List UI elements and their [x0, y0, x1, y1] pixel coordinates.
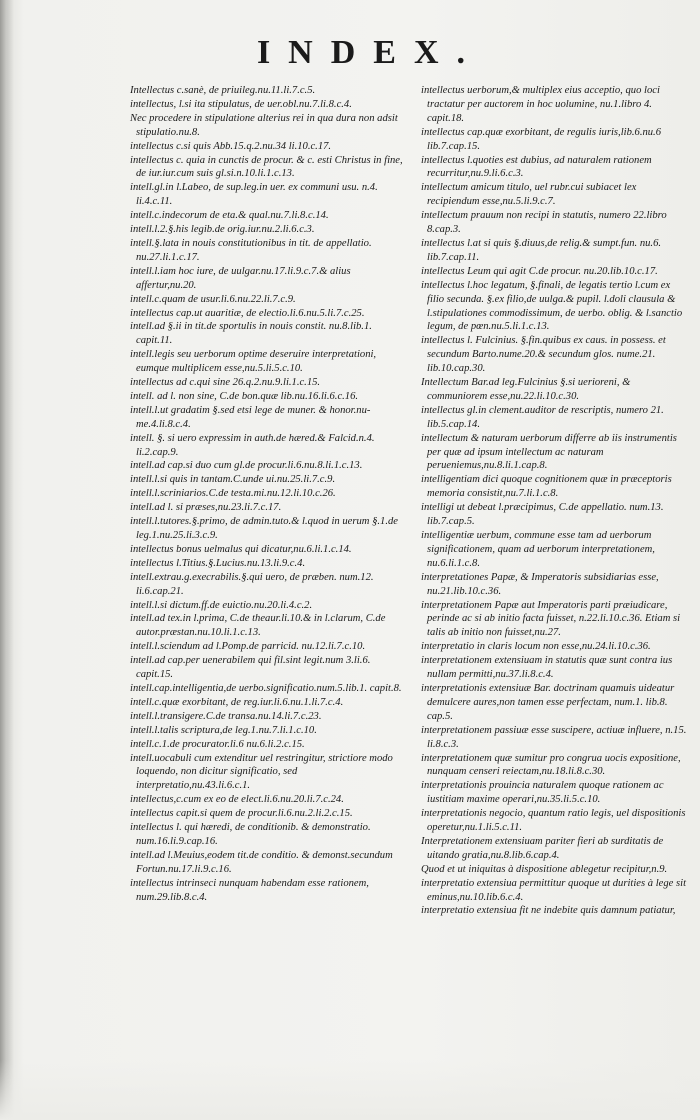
- index-entry: intell.c.1.de procurator.li.6 nu.6.li.2.c.15.: [130, 738, 305, 750]
- page-title: INDEX.: [256, 34, 484, 71]
- index-entry: interpretationem Papæ aut Imperatoris parti præiudicare, perinde ac si ab initio facta fuisset, n.22.li.10.c.36. Etiam si talis ab initio non fuisset,nu.27.: [421, 599, 681, 639]
- index-entry: Nec procedere in stipulatione alterius rei in qua dura non adsit stipulatio.nu.8.: [130, 112, 398, 138]
- index-entry: intellectus uerborum,& multiplex eius acceptio, quo loci tractatur per auctorem in hoc uolumine, nu.1.libro 4. capit.18.: [421, 85, 660, 124]
- index-entry: interpretatio extensiua permittitur quoque ut durities à lege sit eminus,nu.10.lib.6.c.4.: [421, 877, 687, 903]
- index-entry: intell.l.transigere.C.de transa.nu.14.li.7.c.23.: [130, 710, 322, 722]
- index-entry: intellectus l.at si quis §.diuus,de relig.& sumpt.fun. nu.6. lib.7.cap.11.: [421, 237, 662, 263]
- index-entry: intelligentiam dici quoque cognitionem quæ in præceptoris memoria consistit,nu.7.li.1.c.8.: [421, 474, 672, 500]
- index-entry: intellectus,c.cum ex eo de elect.li.6.nu.20.li.7.c.24.: [130, 794, 344, 806]
- binding-gutter-shadow: [0, 0, 14, 1120]
- index-entry: intell.ad cap.si duo cum gl.de procur.li.6.nu.8.li.1.c.13.: [130, 460, 363, 472]
- index-entry: interpretationem extensiuam in statutis quæ sunt contra ius nullam permitti,nu.37.li.8.c.4.: [421, 655, 673, 681]
- index-entry: intell.l.iam hoc iure, de uulgar.nu.17.li.9.c.7.& alius affertur,nu.20.: [130, 265, 351, 291]
- index-entry: intell.c.quæ exorbitant, de reg.iur.li.6.nu.1.li.7.c.4.: [130, 696, 344, 708]
- right-index-column: [421, 84, 689, 918]
- index-entry: intellectus l. Fulcinius. §.fin.quibus ex caus. in possess. et secundum Barto.nume.20.& secundum glos. nume.21. lib.10.cap.30.: [421, 335, 666, 375]
- index-entry: intellectus bonus uelmalus qui dicatur,nu.6.li.1.c.14.: [130, 543, 352, 555]
- index-entry: Quod et ut iniquitas à dispositione ablegetur recipitur,n.9.: [421, 863, 668, 875]
- index-entry: intell.gl.in l.Labeo, de sup.leg.in uer. ex communi usu. n.4. li.4.c.11.: [130, 182, 378, 208]
- index-entry: intellectus c. quia in cunctis de procur. & c. esti Christus in fine, de iur.iur.cum suis gl.si.n.10.li.1.c.13.: [130, 154, 403, 180]
- index-entry: intellectum prauum non recipi in statutis, numero 22.libro 8.cap.3.: [421, 210, 667, 236]
- index-entry: interpretationem passiuæ esse suscipere, actiuæ influere, n.15. li.8.c.3.: [421, 724, 687, 750]
- index-entry: intellectus capit.si quem de procur.li.6.nu.2.li.2.c.15.: [130, 808, 353, 820]
- index-entry: intell.l.si dictum.ff.de euictio.nu.20.li.4.c.2.: [130, 599, 313, 611]
- index-entry: intellectus c.si quis Abb.15.q.2.nu.34 li.10.c.17.: [130, 140, 332, 152]
- index-entry: intellectus cap.ut auaritiæ, de electio.li.6.nu.5.li.7.c.25.: [130, 307, 365, 319]
- index-entry: intell. ad l. non sine, C.de bon.quæ lib.nu.16.li.6.c.16.: [130, 390, 359, 402]
- index-entry: interpretatio in claris locum non esse,nu.24.li.10.c.36.: [421, 641, 651, 653]
- page-bottom-margin: [0, 1060, 700, 1120]
- index-entry: intell.l.si quis in tantam.C.unde ui.nu.25.li.7.c.9.: [130, 474, 336, 486]
- index-entry: intell.cap.intelligentia,de uerbo.significatio.num.5.lib.1. capit.8.: [130, 682, 402, 694]
- index-entry: interpretationis extensiuæ Bar. doctrinam quamuis uideatur demulcere aures,non tamen esse perfectam, num.1. lib.8. cap.5.: [421, 682, 675, 722]
- index-entry: intell.l.scriniarios.C.de testa.mi.nu.12.li.10.c.26.: [130, 488, 336, 500]
- index-entry: intell.l.2.§.his legib.de orig.iur.nu.2.li.6.c.3.: [130, 224, 315, 236]
- index-entry: intellectus l.hoc legatum, §.finali, de legatis tertio l.cum ex filio secunda. §.ex filio,de uulga.& pupil. l.doli clausula & l.stipulationes commodissimum, de uerbo. oblig. & l.sanctio legum, de pœn.nu.5.li.1.c.13.: [421, 279, 683, 333]
- left-index-column: [130, 84, 410, 904]
- index-entry: Intellectus c.sanè, de priuileg.nu.11.li.7.c.5.: [130, 85, 316, 96]
- index-entry: intellectus l.Titius.§.Lucius.nu.13.li.9.c.4.: [130, 557, 306, 569]
- index-entry: intellectus cap.quæ exorbitant, de regulis iuris,lib.6.nu.6 lib.7.cap.15.: [421, 126, 662, 152]
- index-entry: intell.uocabuli cum extenditur uel restringitur, strictiore modo loquendo, non dicitur significatio, sed interpretatio,nu.43.li.6.c.1.: [130, 752, 393, 792]
- index-entry: intelligentiæ uerbum, commune esse tam ad uerborum significationem, quam ad uerborum interpretationem, nu.6.li.1.c.8.: [421, 530, 655, 569]
- index-entry: intellectus l. qui hæredi, de conditionib. & demonstratio. num.16.li.9.cap.16.: [130, 822, 371, 847]
- index-entry: intellectus ad c.qui sine 26.q.2.nu.9.li.1.c.15.: [130, 377, 321, 389]
- index-entry: interpretationes Papæ, & Imperatoris subsidiarias esse, nu.21.lib.10.c.36.: [421, 571, 659, 597]
- index-entry: intellectus intrinseci nunquam habendam esse rationem, num.29.lib.8.c.4.: [130, 877, 369, 903]
- index-entry: intell.ad §.ii in tit.de sportulis in nouis constit. nu.8.lib.1. capit.11.: [130, 321, 372, 347]
- index-entry: intell.l.talis scriptura,de leg.1.nu.7.li.1.c.10.: [130, 724, 317, 736]
- index-entry: intell.§.lata in nouis constitutionibus in tit. de appellatio. nu.27.li.1.c.17.: [130, 237, 372, 263]
- index-entry: intell.legis seu uerborum optime deseruire interpretationi, eumque multiplicem esse,nu.5.li.5.c.10.: [130, 349, 377, 375]
- index-entry: interpretationis prouincia naturalem quoque rationem ac iustitiam maxime operari,nu.35.li.5.c.10.: [421, 780, 664, 806]
- index-entry: intell.c.indecorum de eta.& qual.nu.7.li.8.c.14.: [130, 210, 329, 222]
- index-entry: Intellectum Bar.ad leg.Fulcinius §.si uerioreni, & communiorem esse,nu.22.li.10.c.30.: [421, 377, 631, 402]
- index-entry: interpretatio extensiua fit ne indebite quis damnum patiatur,: [421, 905, 676, 917]
- index-entry: intellectum amicum titulo, uel rubr.cui subiacet lex recipiendum esse,nu.5.li.9.c.7.: [421, 182, 637, 208]
- index-entry: intellectum & naturam uerborum differre ab iis instrumentis per quæ ad ipsum intellectum ac naturam perueniemus,nu.8.li.1.cap.8.: [421, 432, 677, 472]
- index-entry: Interpretationem extensiuam pariter fieri ab surditatis de uitando gratia,nu.8.lib.6.cap.4.: [421, 835, 664, 861]
- index-entry: intelligi ut debeat l.præcipimus, C.de appellatio. num.13. lib.7.cap.5.: [421, 502, 664, 528]
- index-entry: intell.l.tutores.§.primo, de admin.tuto.& l.quod in uerum §.1.de leg.1.nu.25.li.3.c.9.: [130, 516, 398, 541]
- index-entry: intellectus Leum qui agit C.de procur. nu.20.lib.10.c.17.: [421, 265, 658, 277]
- index-entry: intell.extrau.g.execrabilis.§.qui uero, de præben. num.12. li.6.cap.21.: [130, 571, 374, 597]
- index-entry: intell. §. si uero expressim in auth.de hæred.& Falcid.n.4. li.2.cap.9.: [130, 432, 375, 458]
- index-entry: intell.ad l. si præses,nu.23.li.7.c.17.: [130, 502, 282, 514]
- index-entry: intell.c.quam de usur.li.6.nu.22.li.7.c.9.: [130, 293, 296, 305]
- index-entry: interpretationem quæ sumitur pro congrua uocis expositione, nunquam censeri reiectam,nu.18.li.8.c.30.: [421, 752, 681, 778]
- index-entry: intell.l.sciendum ad l.Pomp.de parricid. nu.12.li.7.c.10.: [130, 641, 366, 653]
- index-entry: intell.ad tex.in l.prima, C.de theaur.li.10.& in l.clarum, C.de autor.præstan.nu.10.li.1.c.13.: [130, 613, 386, 639]
- index-entry: intellectus l.quoties est dubius, ad naturalem rationem recurritur,nu.9.li.6.c.3.: [421, 154, 652, 180]
- index-entry: interpretationis negocio, quantum ratio legis, uel dispositionis operetur,nu.1.li.5.c.11.: [421, 808, 686, 834]
- index-entry: intell.l.ut gradatim §.sed etsi lege de muner. & honor.nu-me.4.li.8.c.4.: [130, 404, 371, 430]
- index-entry: intell.ad l.Meuius,eodem tit.de conditio. & demonst.secundum Fortun.nu.17.li.9.c.16.: [130, 849, 393, 875]
- index-entry: intellectus gl.in clement.auditor de rescriptis, numero 21. lib.5.cap.14.: [421, 404, 664, 430]
- index-entry: intellectus, l.si ita stipulatus, de uer.obl.nu.7.li.8.c.4.: [130, 98, 352, 110]
- index-entry: intell.ad cap.per uenerabilem qui fil.sint legit.num 3.li.6. capit.15.: [130, 655, 371, 681]
